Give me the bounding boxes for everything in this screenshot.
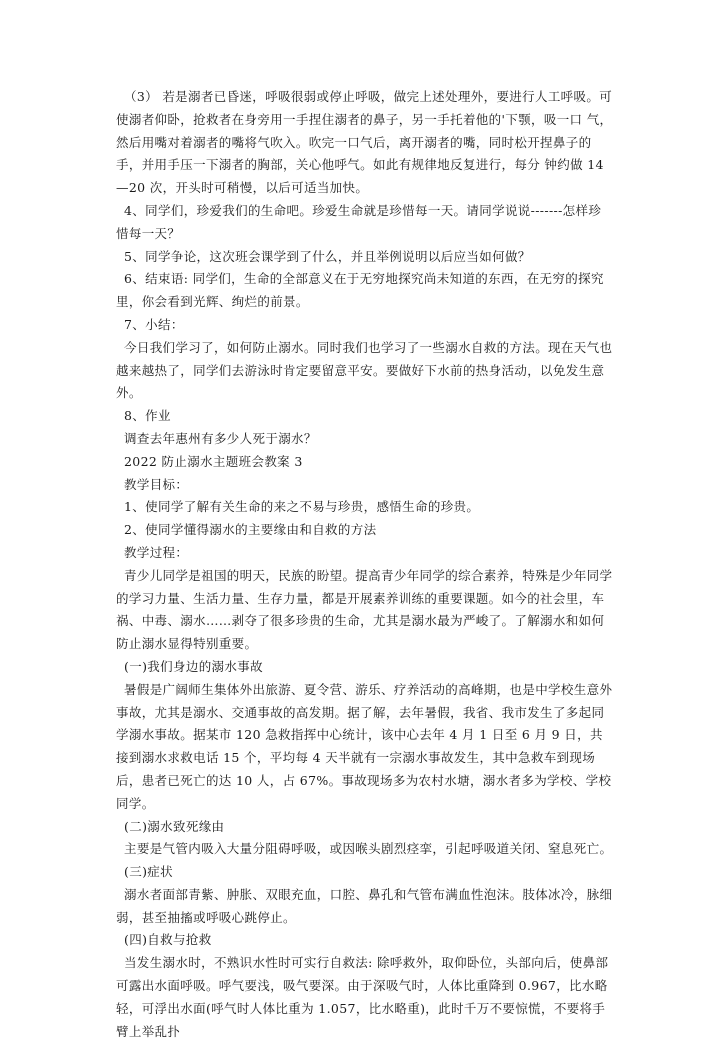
paragraph-self-rescue: 当发生溺水时，不熟识水性时可实行自救法: 除呼救外，取仰卧位，头部向后，使鼻部可露出水面呼吸。呼气要浅，吸气要深。由于深吸气时，人体比重降到 0.967，比水略轻，可浮出水面(呼气时人体比重为 1.057，比水略重)，此时千万不要惊慌，不要将手臂上举乱扑 xyxy=(116,955,609,1039)
subheading-symptoms: (三)症状 xyxy=(124,864,174,880)
paragraph-accidents: 暑假是广阔师生集体外出旅游、夏令营、游乐、疗养活动的高峰期，也是中学校生意外事故，尤其是溺水、交通事故的高发期。据了解，去年暑假，我省、我市发生了多起同学溺水事故。据某市 120 急救指挥中心统计，该中心去年 4 月 1 日至 6 月 9 日，共接到溺水求救电话 15 个，平均每 4 天半就有一宗溺水事故发生，其中急救车到现场后，患者已死亡的达 10 人，占 67%。事故现场多为农村水塘，溺水者多为学校、学校同学。 xyxy=(116,681,613,811)
paragraph-rescue-breathing: （3） 若是溺者已昏迷，呼吸很弱或停止呼吸，做完上述处理外，要进行人工呼吸。可使溺者仰卧，抢救者在身旁用一手捏住溺者的鼻子，另一手托着他的'下颚，吸一口 气，然后用嘴对着溺者的嘴将气吹入。吹完一口气后，离开溺者的嘴，同时松开捏鼻子的手，并用手压一下溺者的胸部，关心他呼气。如此有规律地反复进行，每分 钟约做 14—20 次，开头时可稍慢，以后可适当加快。 xyxy=(116,89,613,196)
subheading-causes: (二)溺水致死缘由 xyxy=(124,818,225,834)
paragraph-item-7: 7、小结： xyxy=(124,316,184,332)
paragraph-causes: 主要是气管内吸入大量分阻碍呼吸，或因喉头剧烈痉挛，引起呼吸道关闭、窒息死亡。 xyxy=(124,841,613,857)
goal-1: 1、使同学了解有关生命的来之不易与珍贵，感悟生命的珍贵。 xyxy=(124,499,480,515)
paragraph-item-6: 6、结束语: 同学们，生命的全部意义在于无穷地探究尚未知道的东西，在无穷的探究里，你会看到光辉、绚烂的前景。 xyxy=(116,271,604,310)
paragraph-summary: 今日我们学习了，如何防止溺水。同时我们也学习了一些溺水自救的方法。现在天气也越来越热了，同学们去游泳时肯定要留意平安。要做好下水前的热身活动，以免发生意外。 xyxy=(116,339,613,401)
section-title-lesson-3: 2022 防止溺水主题班会教案 3 xyxy=(124,453,303,469)
paragraph-homework: 调查去年惠州有多少人死于溺水？ xyxy=(124,430,317,446)
goal-2: 2、使同学懂得溺水的主要缘由和自救的方法 xyxy=(124,522,377,538)
paragraph-symptoms: 溺水者面部青紫、肿胀、双眼充血，口腔、鼻孔和气管布满血性泡沫。肢体冰冷，脉细弱，甚至抽搐或呼吸心跳停止。 xyxy=(116,886,613,925)
paragraph-item-5: 5、同学争论，这次班会课学到了什么，并且举例说明以后应当如何做？ xyxy=(124,248,531,264)
paragraph-introduction: 青少儿同学是祖国的明天，民族的盼望。提高青少年同学的综合素养，特殊是少年同学的学习力量、生活力量、生存力量，都是开展素养训练的重要课题。如今的社会里，车祸、中毒、溺水……剥夺了很多珍贵的生命，尤其是溺水最为严峻了。了解溺水和如何防止溺水显得特别重要。 xyxy=(116,567,613,652)
paragraph-item-4: 4、同学们，珍爱我们的生命吧。珍爱生命就是珍惜每一天。请同学说说-------怎样珍惜每一天？ xyxy=(116,202,602,241)
heading-teaching-process: 教学过程： xyxy=(124,544,189,560)
subheading-self-rescue: (四)自救与抢救 xyxy=(124,932,212,948)
heading-teaching-goals: 教学目标： xyxy=(124,476,189,492)
paragraph-item-8: 8、作业 xyxy=(124,408,171,424)
subheading-accidents: (一)我们身边的溺水事故 xyxy=(124,658,263,674)
document-body xyxy=(116,86,614,1043)
